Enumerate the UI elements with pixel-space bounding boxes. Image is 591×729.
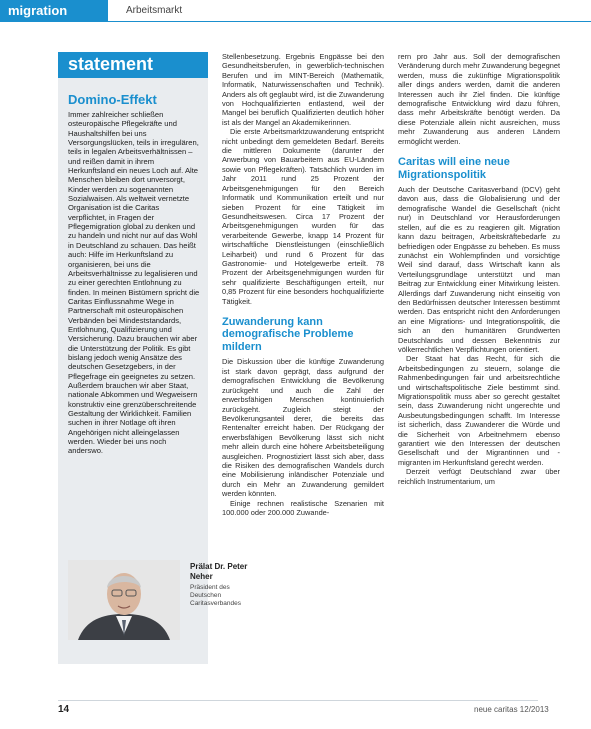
paragraph: Derzeit verfügt Deutschland zwar über reichlich Instrumentarium, um bbox=[398, 467, 560, 486]
paragraph: Die erste Arbeitsmarktzuwanderung entspricht nicht unbedingt dem gemeldeten Bedarf. Bereits die mittleren Dokumente (darunter der Anwerbung von Bauarbeitern aus EU-Ländern sowie von Pflegekräften). Tatsächlich wurden im Jahr 2011 rund 25 Prozent der Arbeitsgenehmigungen für den Bereich Informatik und Kommunikation erteilt und nur sieben Prozent für eine Tätigkeit im Gesundheitswesen. Circa 17 Prozent der Arbeitsgenehmigungen wurden für das verarbeitende Gewerbe, knapp 14 Prozent für wirtschaftliche Dienstleistungen (einschließlich Leiharbeit) und rund 6 Prozent für das Gastronomie- und Hotelgewerbe erteilt. 78 Prozent der Arbeitsgenehmigungen wurden für sehr qualifizierte Beschäftigungen erteilt, nur 0,85 Prozent für eine besonders hochqualifizierte Tätigkeit. bbox=[222, 127, 384, 306]
author-role: Präsident des Deutschen Caritasverbandes bbox=[190, 584, 241, 607]
paragraph: Der Staat hat das Recht, für sich die Arbeitsbedingungen zu steuern, solange die Rahmenbedingungen fair und arbeitsrechtliche und wirtschaftspolitische Ziele bestimmt sind. Migrationspolitik muss aber so gerecht gestaltet sein, dass Zuwanderung nicht ungerechte und Ausbeutungsbedingungen schafft. Im Interesse ist sicherlich, dass Zuwanderer die Würde und die Sicherheit von Arbeitnehmern ebenso garantiert wie den Interessen der deutschen Gesellschaft und der Migrantinnen und -migranten im Herkunftsland gerecht werden. bbox=[398, 354, 560, 467]
author-portrait bbox=[68, 560, 180, 640]
footer-rule bbox=[58, 700, 538, 701]
statement-heading: statement bbox=[68, 54, 154, 74]
section-name: Arbeitsmarkt bbox=[126, 5, 183, 16]
paragraph: Einige rechnen realistische Szenarien mit 100.000 oder 200.000 Zuwande- bbox=[222, 498, 384, 517]
subheading: Zuwanderung kann demografische Probleme mildern bbox=[222, 315, 354, 353]
page-number: 14 bbox=[58, 704, 70, 715]
page-header bbox=[0, 0, 591, 22]
article-column-1 bbox=[222, 52, 384, 517]
statement-body: Immer zahlreicher schließen osteuropäische Pflegekräfte und Haushaltshilfen bei uns Versorgungslücken, teils in irregulären, teils in legalen Arbeitsverhältnissen – und reißen damit in ihrem Herkunftsland ein neues Loch auf. Alte Menschen bleiben dort unversorgt, Kinder werden zu sogenannten Sozialwaisen. Als weltweit vernetzte Organisation ist die Caritas verpflichtet, in Fragen der Pflegemigration global zu denken und zu handeln und nicht nur auf das Wohl in Deutschland zu schauen. Das heißt auch: Hilfe im Herkunftsland zu organisieren, bei uns die Arbeitsverhältnisse zu legalisieren und zu einer gerechten Entlohnung zu finden. In meinen Bistümern spricht die Caritas Einflussnahme Wege in Partnerschaft mit osteuropäischen Verbänden bei Mindeststandards, Entlohnung, Qualifizierung und Versicherung. Dazu brauchen wir aber die Unterstützung der Politik. Es gibt bislang jedoch wenig Ansätze des deutschen Gesetzgebers, in der Pflegefrage ein geeignetes zu setzen. Außerdem brauchen wir aber Staat, nationale Abkommen und Wegweisern konstruktiv eine grenzüberschreitende Gestaltung der Wirklichkeit. Familien suchen in ihrer Notlage oft ihren Angehörigen nicht alleingelassen werden. Wieder bei uns noch anderswo. bbox=[68, 110, 200, 456]
article-column-2 bbox=[398, 52, 560, 486]
subheading: Caritas will eine neue Migrationspolitik bbox=[398, 156, 510, 181]
magazine-name: neue caritas 12/2013 bbox=[474, 705, 549, 714]
author-name: Prälat Dr. Peter Neher bbox=[190, 562, 248, 581]
paragraph: Stellenbesetzung. Ergebnis Engpässe bei den Gesundheitsberufen, in gewerblich-technischen Berufen und im MINT-Bereich (Mathematik, Informatik, Naturwissenschaften und Technik). Anders als oft geglaubt wird, ist die Zuwanderung von Hochqualifizierten entlastend, weil der Mangel bei beruflich Qualifizierten deutlich höher ist als der Mangel an Akademikerinnen. bbox=[222, 52, 384, 127]
section-tab bbox=[0, 0, 108, 22]
statement-heading-bar bbox=[58, 52, 208, 78]
statement-box bbox=[58, 52, 248, 664]
section-tab-label: migration bbox=[8, 3, 68, 18]
header-rule bbox=[108, 21, 591, 22]
paragraph: Die Diskussion über die künftige Zuwanderung ist stark davon geprägt, dass aufgrund der demografischen Entwicklung die Bevölkerung zurückgeht und auch die Zahl der erwerbsfähigen Menschen kontinuierlich zurückgeht. Zugleich steigt der Bevölkerungsanteil derer, die bereits das Rentenalter erreicht haben. Der Rückgang der erwerbsfähigen Bevölkerung lässt sich nicht mehr allein durch eine höhere Arbeitsbeteiligung ausgleichen. Prognostiziert lässt sich aber, dass die Risiken des demografischen Wandels durch eine Mobilisierung inländischer Potenziale und durch ein Mehr an Zuwanderung gemildert werden könnten. bbox=[222, 357, 384, 499]
statement-title: Domino-Effekt bbox=[68, 92, 157, 107]
paragraph: Auch der Deutsche Caritasverband (DCV) geht davon aus, dass die Globalisierung und der demografische Wandel die Gesellschaft (nicht nur) in Deutschland vor Herausforderungen stellen, auf die es zu reagieren gilt. Migration kann dazu beitragen, Arbeitskräftebedarfe zu befriedigen oder Engpässe zu beheben. Es muss zunächst ein Wohlempfinden und vorsichtige Weil sind darauf, dass Wirtschaft kann als Verteilungsgrundlage unterstützt und man Beitrag zur Entwicklung einer Mitwirkung leisten. Allerdings darf Zuwanderung nicht einseitig von den Bedürfnissen deutscher Interessen bestimmt werden. Das entspricht nicht den Anforderungen an eine Migrations- und Integrationspolitik, die sich an den humanitären Grundwerten Deutschlands und dessen Bekenntnis zur völkerrechtlichen Verpflichtungen orientiert. bbox=[398, 185, 560, 354]
paragraph: rern pro Jahr aus. Soll der demografischen Veränderung durch mehr Zuwanderung begegnet werden, muss die zukünftige Migrationspolitik aller dings anders werden, damit die anderen Interessen auch ihr Ziel finden. Die künftige demografische Entwicklung wird dazu führen, dass mehr Arbeitskräfte benötigt werden. Da diese Potenziale allein nicht ausreichen, muss mehr Zuwanderung aus anderen Ländern ermöglicht werden. bbox=[398, 52, 560, 146]
